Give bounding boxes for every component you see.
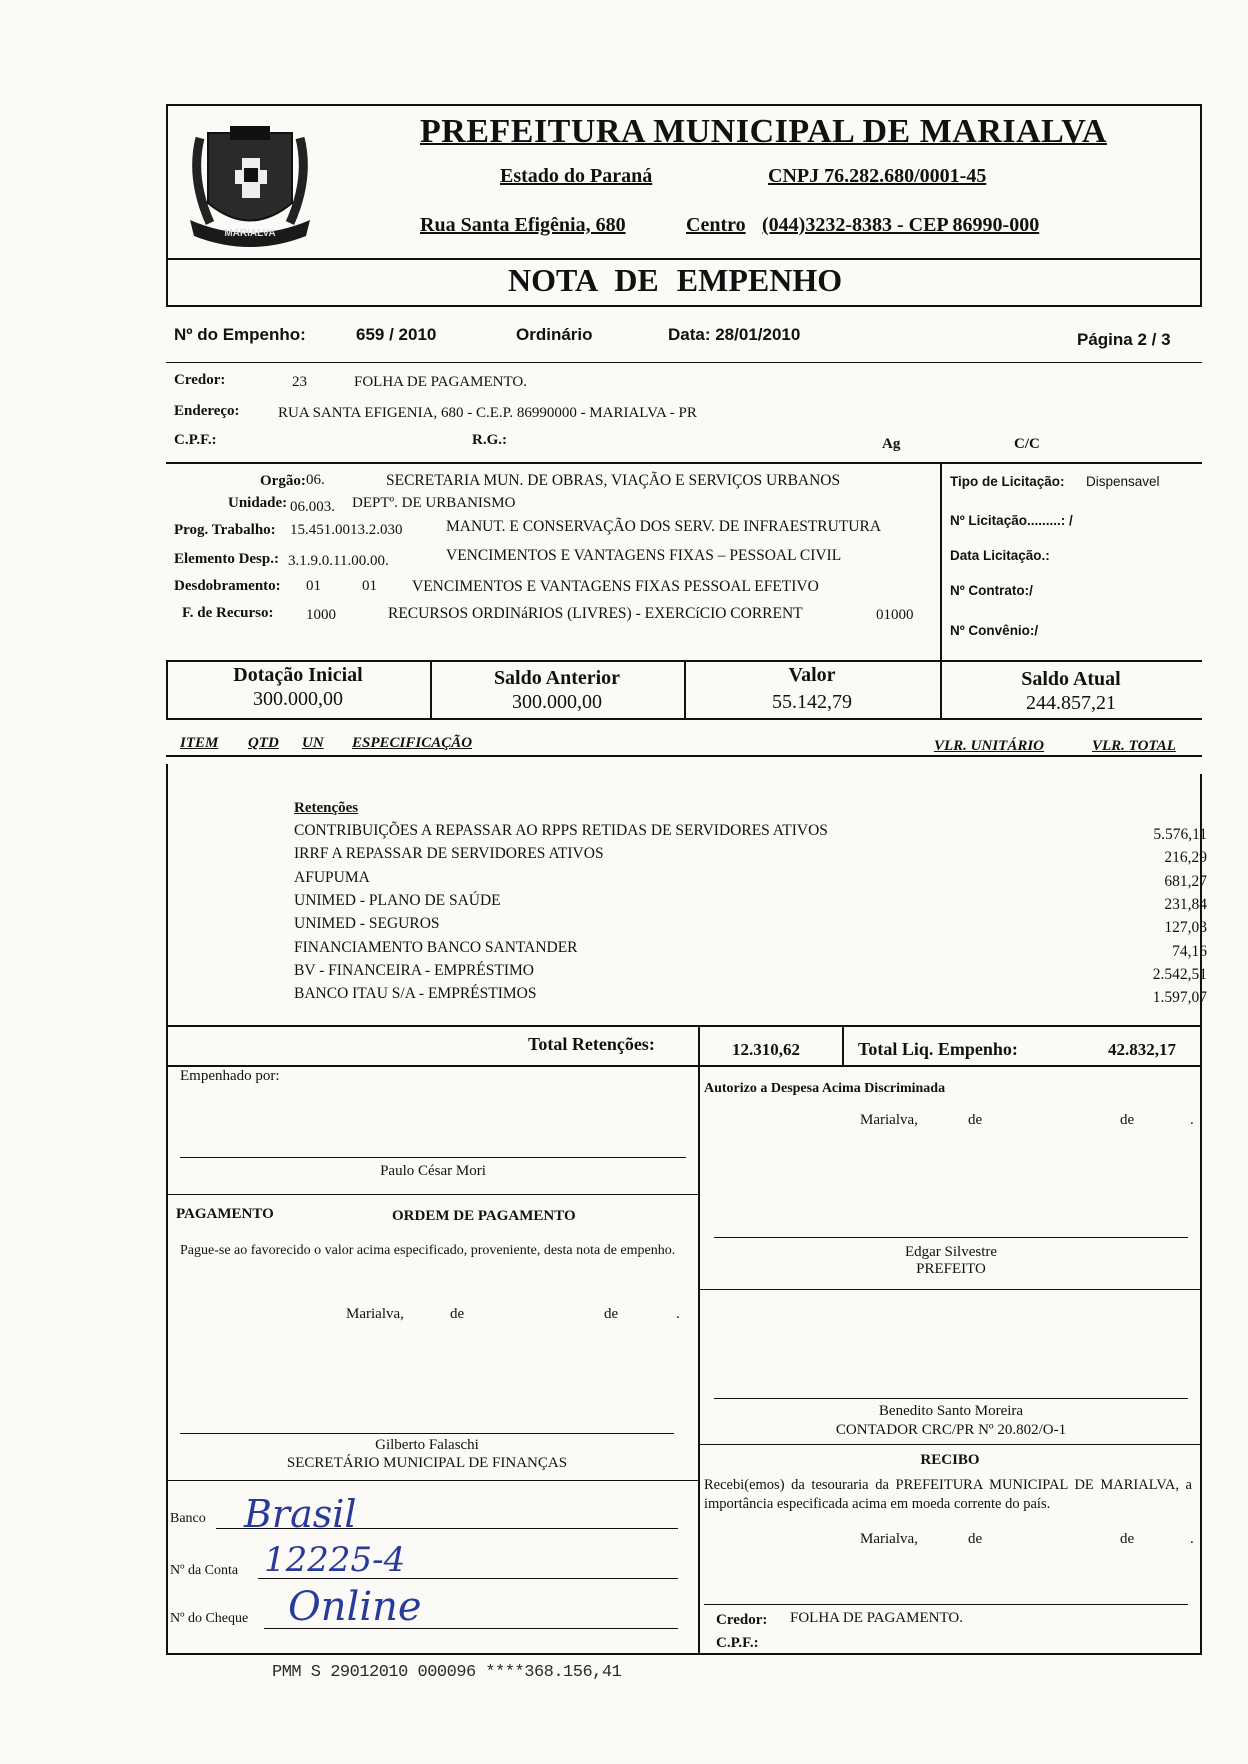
dotacao-label: Dotação Inicial (233, 664, 363, 686)
saldo-anterior-label: Saldo Anterior (493, 667, 621, 689)
elemento-label: Elemento Desp.: (174, 551, 279, 567)
empenho-date: Data: 28/01/2010 (668, 325, 801, 344)
saldo-atual-value: 244.857,21 (1026, 692, 1116, 714)
doc-title: NOTA DE EMPENHO (508, 262, 843, 298)
conta-label: Nº da Conta (170, 1563, 239, 1578)
ag-label: Ag (882, 436, 901, 452)
banco-handwritten: Brasil (244, 1492, 357, 1536)
col-un: UN (302, 735, 324, 751)
divider-totals-bottom (166, 1065, 1202, 1067)
retencao-desc: UNIMED - PLANO DE SAÚDE (294, 891, 501, 909)
municipal-logo (180, 108, 320, 256)
valor-value: 55.142,79 (772, 691, 852, 713)
empenhado-por-name: Paulo César Mori (380, 1163, 486, 1179)
unidade-label: Unidade: (228, 495, 288, 511)
retencao-value: 216,29 (1164, 849, 1207, 867)
cheque-label: Nº do Cheque (170, 1611, 249, 1626)
saldo-atual-label: Saldo Atual (1021, 668, 1121, 690)
banco-label: Banco (170, 1511, 206, 1526)
col-vlr-unit: VLR. UNITÁRIO (934, 738, 1045, 754)
address-label: Rua Santa Efigênia, 680 (420, 214, 626, 236)
recibo-title: RECIBO (920, 1452, 980, 1468)
prog-desc: MANUT. E CONSERVAÇÃO DOS SERV. DE INFRAESTRUTURA (446, 518, 882, 535)
total-retencoes-label: Total Retenções: (528, 1034, 655, 1054)
left-de-2: de (604, 1306, 619, 1322)
retencoes-title: Retenções (294, 800, 359, 816)
totals-sep-2 (842, 1025, 844, 1067)
ordem-pagamento-label: ORDEM DE PAGAMENTO (392, 1208, 576, 1224)
desdobramento-b: 01 (362, 578, 377, 594)
retencao-desc: CONTRIBUIÇÕES A REPASSAR AO RPPS RETIDAS DE SERVIDORES ATIVOS (294, 822, 828, 839)
retencao-desc: UNIMED - SEGUROS (294, 915, 440, 933)
retencao-value: 5.576,11 (1153, 826, 1207, 843)
numero-licitacao: Nº Licitação.........: / (950, 513, 1073, 528)
frame-top (166, 104, 1202, 106)
cc-label: C/C (1014, 436, 1040, 452)
retencao-value: 231,84 (1164, 895, 1207, 913)
bottom-center-divider (698, 1065, 700, 1655)
retencao-desc: BV - FINANCEIRA - EMPRÉSTIMO (294, 961, 534, 979)
contador-name: Benedito Santo Moreira (878, 1403, 1024, 1419)
footer-stamp: PMM S 29012010 000096 ****368.156,41 (272, 1663, 622, 1682)
recibo-text: Recebi(emos) da tesouraria da PREFEITURA MUNICIPAL DE MARIALVA, a importância especificada acima em moeda corrente do país. (704, 1477, 1192, 1512)
retencao-desc: BANCO ITAU S/A - EMPRÉSTIMOS (294, 985, 537, 1003)
total-retencoes-value: 12.310,62 (732, 1040, 800, 1059)
items-left-edge (166, 764, 168, 1654)
right-de-1: de (968, 1112, 983, 1128)
frame-sep (166, 258, 1202, 260)
secretario-title: SECRETÁRIO MUNICIPAL DE FINANÇAS (286, 1455, 568, 1471)
credor-code: 23 (292, 374, 307, 390)
recibo-credor-label: Credor: (716, 1612, 768, 1628)
recibo-signature-line (704, 1604, 1188, 1605)
prefeito-signature-line (714, 1237, 1188, 1238)
left-dot: . (676, 1306, 680, 1322)
elemento-code: 3.1.9.0.11.00.00. (288, 553, 389, 569)
divider-items-top (166, 755, 1202, 757)
pague-se-text: Pague-se ao favorecido o valor acima especificado, proveniente, desta nota de empenho. (180, 1243, 676, 1258)
desdobramento-label: Desdobramento: (174, 578, 281, 594)
bottom-frame-line (166, 1653, 1202, 1655)
retencao-desc: IRRF A REPASSAR DE SERVIDORES ATIVOS (294, 845, 604, 863)
divider-banco (166, 1480, 699, 1481)
credor-name: FOLHA DE PAGAMENTO. (354, 374, 527, 390)
frame-right (1200, 104, 1202, 306)
frame-left (166, 104, 168, 306)
recurso-desc: RECURSOS ORDINáRIOS (LIVRES) - EXERCíCIO CORRENT (388, 605, 803, 622)
divider-totals-top (166, 1025, 1202, 1027)
cpf-label: C.P.F.: (174, 432, 217, 448)
contador-signature-line (714, 1398, 1188, 1399)
divider-pagamento (166, 1194, 699, 1195)
state-label: Estado do Paraná (500, 165, 653, 187)
prog-code: 15.451.0013.2.030 (290, 522, 403, 538)
tipo-licitacao-label: Tipo de Licitação: (950, 474, 1065, 489)
col-vlr-total: VLR. TOTAL (1092, 738, 1176, 754)
cheque-handwritten: Online (288, 1584, 422, 1630)
right-dot: . (1190, 1112, 1194, 1128)
total-liquido-value: 42.832,17 (1108, 1040, 1176, 1059)
divider-recibo (698, 1444, 1202, 1445)
retencao-desc: AFUPUMA (294, 868, 370, 886)
retencao-desc: FINANCIAMENTO BANCO SANTANDER (294, 938, 578, 956)
retencao-value: 127,03 (1164, 919, 1207, 937)
totals-sep-1 (698, 1025, 700, 1067)
recurso-code: 1000 (306, 607, 336, 623)
desdobramento-desc: VENCIMENTOS E VANTAGENS FIXAS PESSOAL EFETIVO (412, 578, 819, 595)
col-spec: ESPECIFICAÇÃO (352, 735, 473, 751)
saldo-anterior-value: 300.000,00 (512, 691, 602, 713)
dotacao-value: 300.000,00 (253, 688, 343, 710)
desdobramento-a: 01 (306, 578, 321, 594)
empenho-number: 659 / 2010 (356, 325, 437, 344)
pagamento-label: PAGAMENTO (176, 1206, 274, 1222)
contador-title: CONTADOR CRC/PR Nº 20.802/O-1 (835, 1422, 1067, 1438)
orgao-desc: SECRETARIA MUN. DE OBRAS, VIAÇÃO E SERVIÇOS URBANOS (386, 472, 841, 489)
empenho-label: Nº do Empenho: (174, 325, 306, 344)
prog-label: Prog. Trabalho: (174, 522, 276, 538)
credor-label: Credor: (174, 372, 226, 388)
divider-budget-top (166, 462, 1202, 464)
cnpj-label: CNPJ 76.282.680/0001-45 (768, 165, 987, 187)
district-label: Centro (686, 214, 746, 236)
right-marialva: Marialva, (860, 1112, 918, 1128)
recurso-code2: 01000 (876, 607, 914, 623)
valor-label: Valor (788, 664, 836, 686)
recurso-label: F. de Recurso: (182, 605, 274, 621)
retencao-value: 681,27 (1164, 872, 1207, 890)
numero-convenio: Nº Convênio:/ (950, 623, 1039, 638)
unidade-desc: DEPTº. DE URBANISMO (352, 495, 516, 511)
recibo-credor-value: FOLHA DE PAGAMENTO. (790, 1610, 963, 1626)
conta-handwritten: 12225-4 (264, 1540, 406, 1580)
page-title: PREFEITURA MUNICIPAL DE MARIALVA (420, 113, 1107, 150)
frame-bottom (166, 305, 1202, 307)
empenho-type: Ordinário (516, 325, 593, 344)
recibo-de-2: de (1120, 1531, 1135, 1547)
left-de-1: de (450, 1306, 465, 1322)
empenhado-signature-line (180, 1157, 686, 1158)
retencao-value: 1.597,07 (1152, 989, 1207, 1007)
elemento-desc: VENCIMENTOS E VANTAGENS FIXAS – PESSOAL CIVIL (446, 547, 842, 564)
credor-address: RUA SANTA EFIGENIA, 680 - C.E.P. 86990000 - MARIALVA - PR (278, 405, 697, 421)
tipo-licitacao-value: Dispensavel (1086, 474, 1160, 489)
recibo-cpf-label: C.P.F.: (716, 1635, 759, 1651)
col-qtd: QTD (248, 735, 279, 751)
autorizo-label: Autorizo a Despesa Acima Discriminada (704, 1081, 946, 1096)
secretario-signature-line (180, 1433, 674, 1434)
page-number: Página 2 / 3 (1077, 330, 1171, 349)
recibo-marialva: Marialva, (860, 1531, 918, 1547)
numero-contrato: Nº Contrato:/ (950, 583, 1033, 598)
orgao-label: Orgão: (260, 473, 306, 489)
recibo-dot: . (1190, 1531, 1194, 1547)
total-liquido-label: Total Liq. Empenho: (858, 1039, 1018, 1059)
divider-budget-vertical (940, 462, 942, 660)
empenhado-por-label: Empenhado por: (180, 1068, 280, 1084)
unidade-code: 06.003. (290, 499, 335, 515)
divider-credor-top (166, 362, 1202, 363)
logo-text: MARIALVA (224, 228, 276, 239)
left-marialva: Marialva, (346, 1306, 404, 1322)
secretario-name: Gilberto Falaschi (375, 1437, 479, 1453)
prefeito-name: Edgar Silvestre (904, 1244, 998, 1260)
right-de-2: de (1120, 1112, 1135, 1128)
data-licitacao: Data Licitação.: (950, 548, 1050, 563)
orgao-code: 06. (306, 472, 325, 488)
retencao-value: 74,16 (1172, 942, 1207, 960)
rg-label: R.G.: (472, 432, 507, 448)
divider-prefeito (698, 1289, 1202, 1290)
retencao-value: 2.542,51 (1152, 965, 1207, 983)
col-item: ITEM (180, 735, 219, 751)
phone-cep-label: (044)3232-8383 - CEP 86990-000 (762, 214, 1040, 236)
address-field-label: Endereço: (174, 403, 240, 419)
recibo-de-1: de (968, 1531, 983, 1547)
prefeito-title: PREFEITO (916, 1261, 986, 1277)
